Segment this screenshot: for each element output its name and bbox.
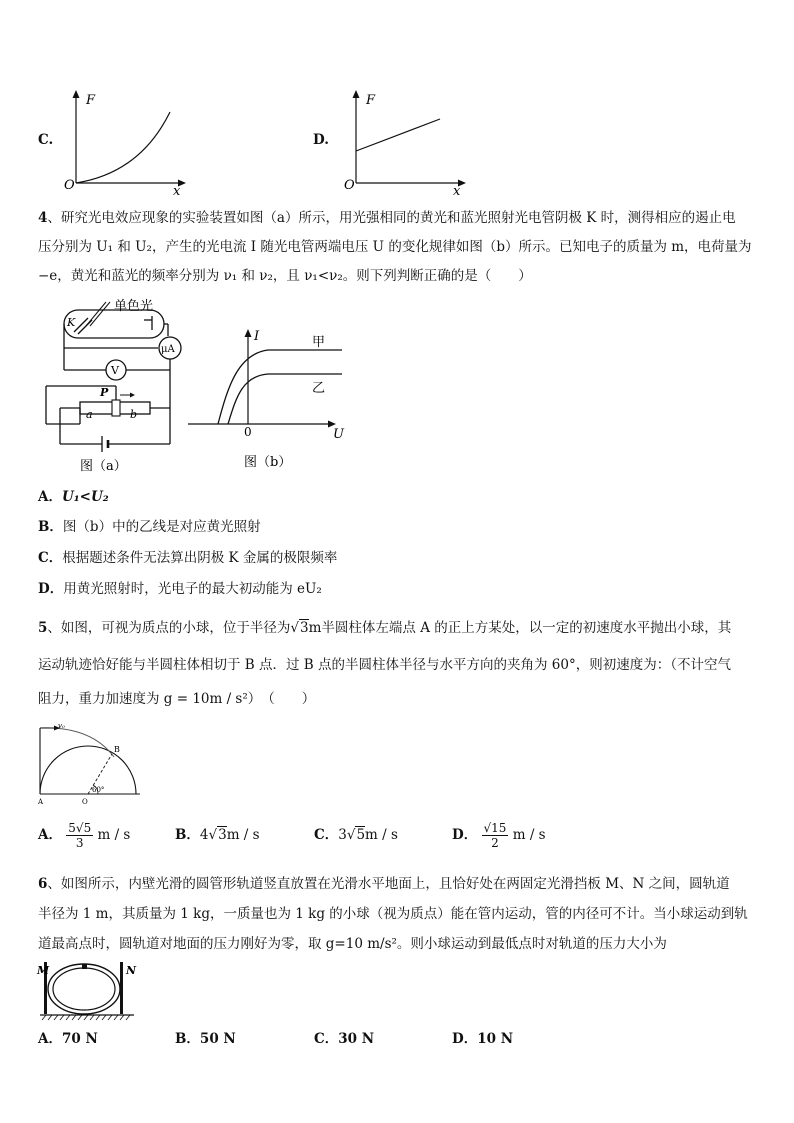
fig-a-a-label: a [86, 408, 93, 421]
q4-option-a[interactable]: A．U₁<U₂ [38, 489, 109, 505]
q5-fig-o: O [82, 798, 88, 806]
q5-fig-a: A [38, 798, 44, 806]
graph-c-origin: O [64, 178, 75, 193]
fig-b-origin: 0 [244, 425, 252, 439]
q5-option-d[interactable]: D． $\frac{√15}{2}$ m / s [452, 821, 546, 850]
figure-a-circuit [36, 296, 186, 478]
q6-line-2: 半径为 1 m，其质量为 1 kg，一质量也为 1 kg 的小球（视为质点）能在管内运动，管的内径可不计。当小球运动到轨 [38, 906, 748, 922]
q5-option-b[interactable]: B．4√3m / s [175, 827, 260, 843]
q4-line-2: 压分别为 U₁ 和 U₂，产生的光电流 I 随光电管两端电压 U 的变化规律如图（b）所示。已知电子的质量为 m，电荷量为 [38, 239, 752, 255]
q5-fig-v0: v₀ [58, 722, 65, 730]
q6-fig-n: N [126, 964, 137, 977]
q6-line-1: 6、如图所示，内壁光滑的圆管形轨道竖直放置在光滑水平地面上，且恰好处在两固定光滑挡板 M、N 之间，圆轨道 [38, 876, 730, 892]
graph-c-x-label: x [173, 184, 181, 198]
fig-b-caption: 图（b） [244, 455, 292, 470]
q5-option-a[interactable]: A． $\frac{5√5}{3}$ m / s [38, 821, 131, 850]
q5-fig-b: B [114, 745, 120, 754]
q4-option-d[interactable]: D．用黄光照射时，光电子的最大初动能为 eU₂ [38, 581, 322, 597]
q6-figure-ring-track [36, 958, 146, 1024]
fig-a-b-label: b [130, 408, 138, 421]
q5-line-2: 运动轨迹恰好能与半圆柱体相切于 B 点．过 B 点的半圆柱体半径与水平方向的夹角为 60°，则初速度为：（不计空气 [38, 657, 731, 673]
q5-figure-half-cylinder [36, 722, 146, 808]
q6-option-d[interactable]: D．10 N [452, 1031, 514, 1047]
fig-b-curve-yi: 乙 [312, 381, 326, 396]
fig-b-i-label: I [254, 329, 260, 344]
figure-b-iu-graph [186, 326, 346, 472]
fig-a-voltmeter: V [111, 364, 119, 377]
q4-option-c[interactable]: C．根据题述条件无法算出阴极 K 金属的极限频率 [38, 550, 338, 566]
option-c-label: C. [38, 132, 54, 148]
fig-a-source-label: 单色光 [114, 299, 154, 314]
q6-fig-m: M [37, 964, 50, 977]
q5-fig-angle: 60° [92, 786, 105, 794]
q5-line-3: 阻力，重力加速度为 g = 10m / s²） （ ） [38, 691, 316, 707]
fig-a-ammeter: μA [161, 344, 175, 355]
q6-option-c[interactable]: C．30 N [314, 1031, 375, 1047]
fig-a-caption: 图（a） [80, 459, 127, 474]
graph-d [340, 88, 470, 198]
fig-b-u-label: U [333, 427, 344, 442]
q4-number: 4 [38, 210, 48, 226]
fig-a-p-label: P [100, 386, 109, 399]
fig-a-k-label: K [67, 316, 76, 329]
q5-line-1: 5、如图，可视为质点的小球，位于半径为√3m半圆柱体左端点 A 的正上方某处，以一定的初速度水平抛出小球，其 [38, 620, 732, 636]
q4-line-3: −e，黄光和蓝光的频率分别为 ν₁ 和 ν₂，且 ν₁<ν₂。则下列判断正确的是（ ） [38, 268, 532, 284]
graph-d-y-label: F [366, 93, 376, 108]
fig-b-curve-jia: 甲 [312, 335, 326, 350]
q6-option-a[interactable]: A．70 N [38, 1031, 98, 1047]
q4-option-b[interactable]: B．图（b）中的乙线是对应黄光照射 [38, 519, 261, 535]
q5-option-c[interactable]: C．3√5m / s [314, 827, 398, 843]
q4-line-1: 4、研究光电效应现象的实验装置如图（a）所示，用光强相同的黄光和蓝光照射光电管阴极 K 时，测得相应的遏止电 [38, 210, 736, 226]
graph-d-x-label: x [453, 184, 461, 198]
option-d-label: D. [313, 132, 329, 148]
graph-c [60, 88, 190, 198]
graph-c-y-label: F [86, 93, 96, 108]
q6-line-3: 道最高点时，圆轨道对地面的压力刚好为零，取 g=10 m/s²。则小球运动到最低点时对轨道的压力大小为 [38, 936, 667, 952]
graph-d-origin: O [344, 178, 355, 193]
q6-option-b[interactable]: B．50 N [175, 1031, 236, 1047]
